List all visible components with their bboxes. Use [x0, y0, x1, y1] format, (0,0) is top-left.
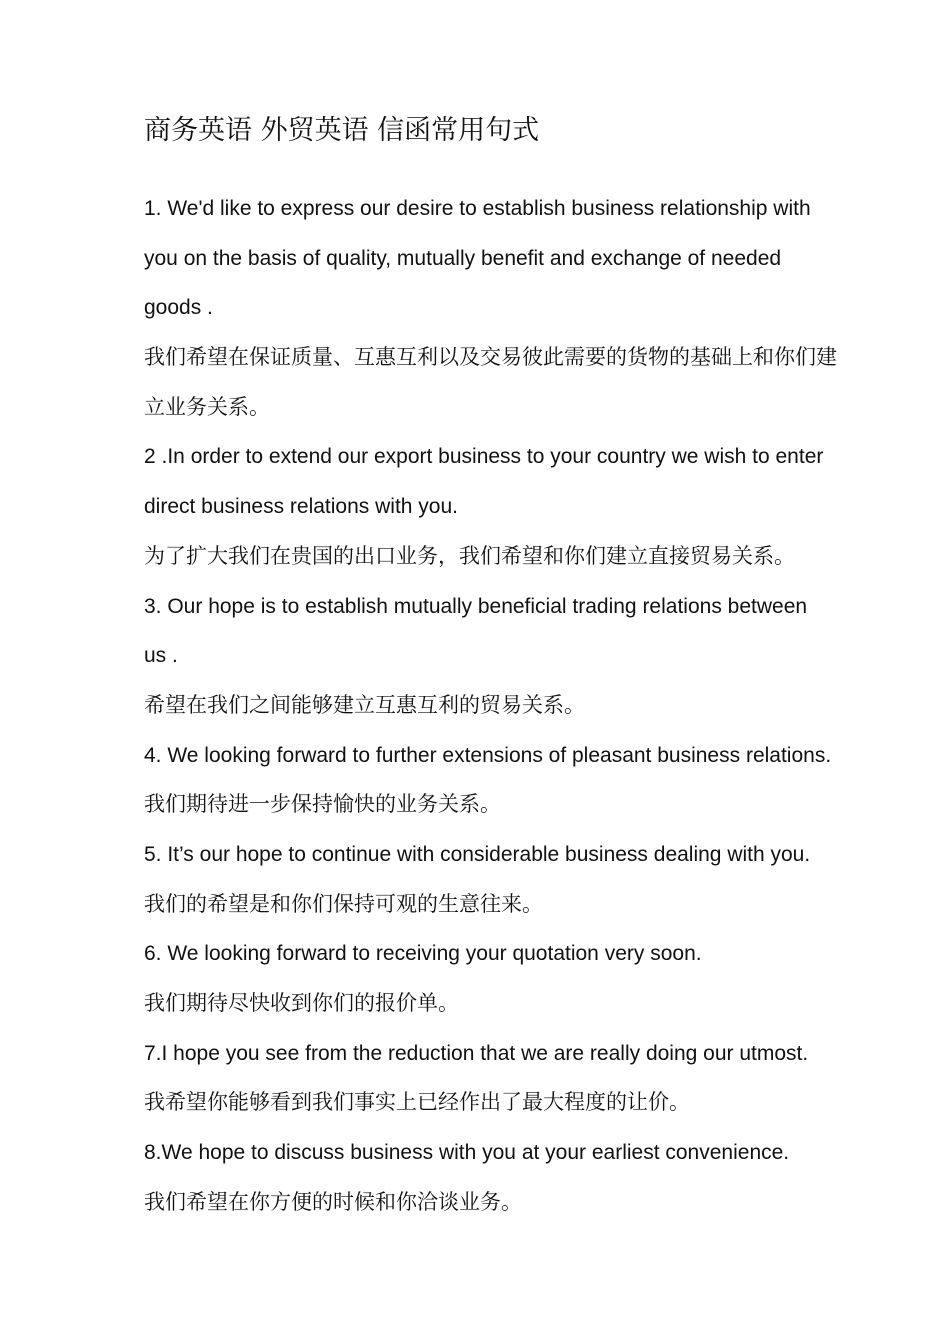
- text-line-english: you on the basis of quality, mutually benefit and exchange of needed: [144, 246, 782, 270]
- text-line-chinese: 我们期待进一步保持愉快的业务关系。: [144, 792, 501, 817]
- text-line-chinese: 我们期待尽快收到你们的报价单。: [144, 991, 459, 1015]
- text-line-english: 2 .In order to extend our export business to your country we wish to enter: [144, 445, 824, 469]
- text-line-chinese: 立业务关系。: [144, 394, 270, 419]
- document-body: [144, 184, 884, 1227]
- text-line-english: 4. We looking forward to further extensions of pleasant business relations.: [144, 743, 832, 767]
- text-line-english: 5. It’s our hope to continue with considerable business dealing with you.: [144, 842, 811, 866]
- text-line-chinese: 我们希望在你方便的时候和你洽谈业务。: [144, 1189, 522, 1214]
- text-line-chinese: 我们的希望是和你们保持可观的生意往来。: [144, 891, 543, 916]
- text-line-chinese: 为了扩大我们在贵国的出口业务，我们希望和你们建立直接贸易关系。: [144, 543, 795, 568]
- text-line-english: 3. Our hope is to establish mutually beneficial trading relations between: [144, 594, 808, 618]
- text-line-english: goods .: [144, 296, 213, 320]
- text-line-chinese: 我们希望在保证质量、互惠互利以及交易彼此需要的货物的基础上和你们建: [144, 345, 837, 370]
- text-line-english: 8.We hope to discuss business with you at your earliest convenience.: [144, 1141, 790, 1165]
- text-line-english: direct business relations with you.: [144, 495, 458, 519]
- page-title: 商务英语 外贸英语 信函常用句式: [144, 115, 540, 146]
- text-line-english: 1. We'd like to express our desire to establish business relationship with: [144, 197, 811, 220]
- text-line-chinese: 希望在我们之间能够建立互惠互利的贸易关系。: [144, 692, 585, 717]
- text-line-english: 6. We looking forward to receiving your quotation very soon.: [144, 942, 702, 966]
- text-line-english: us .: [144, 644, 178, 668]
- text-line-english: 7.I hope you see from the reduction that we are really doing our utmost.: [144, 1041, 809, 1065]
- text-line-chinese: 我希望你能够看到我们事实上已经作出了最大程度的让价。: [144, 1090, 690, 1115]
